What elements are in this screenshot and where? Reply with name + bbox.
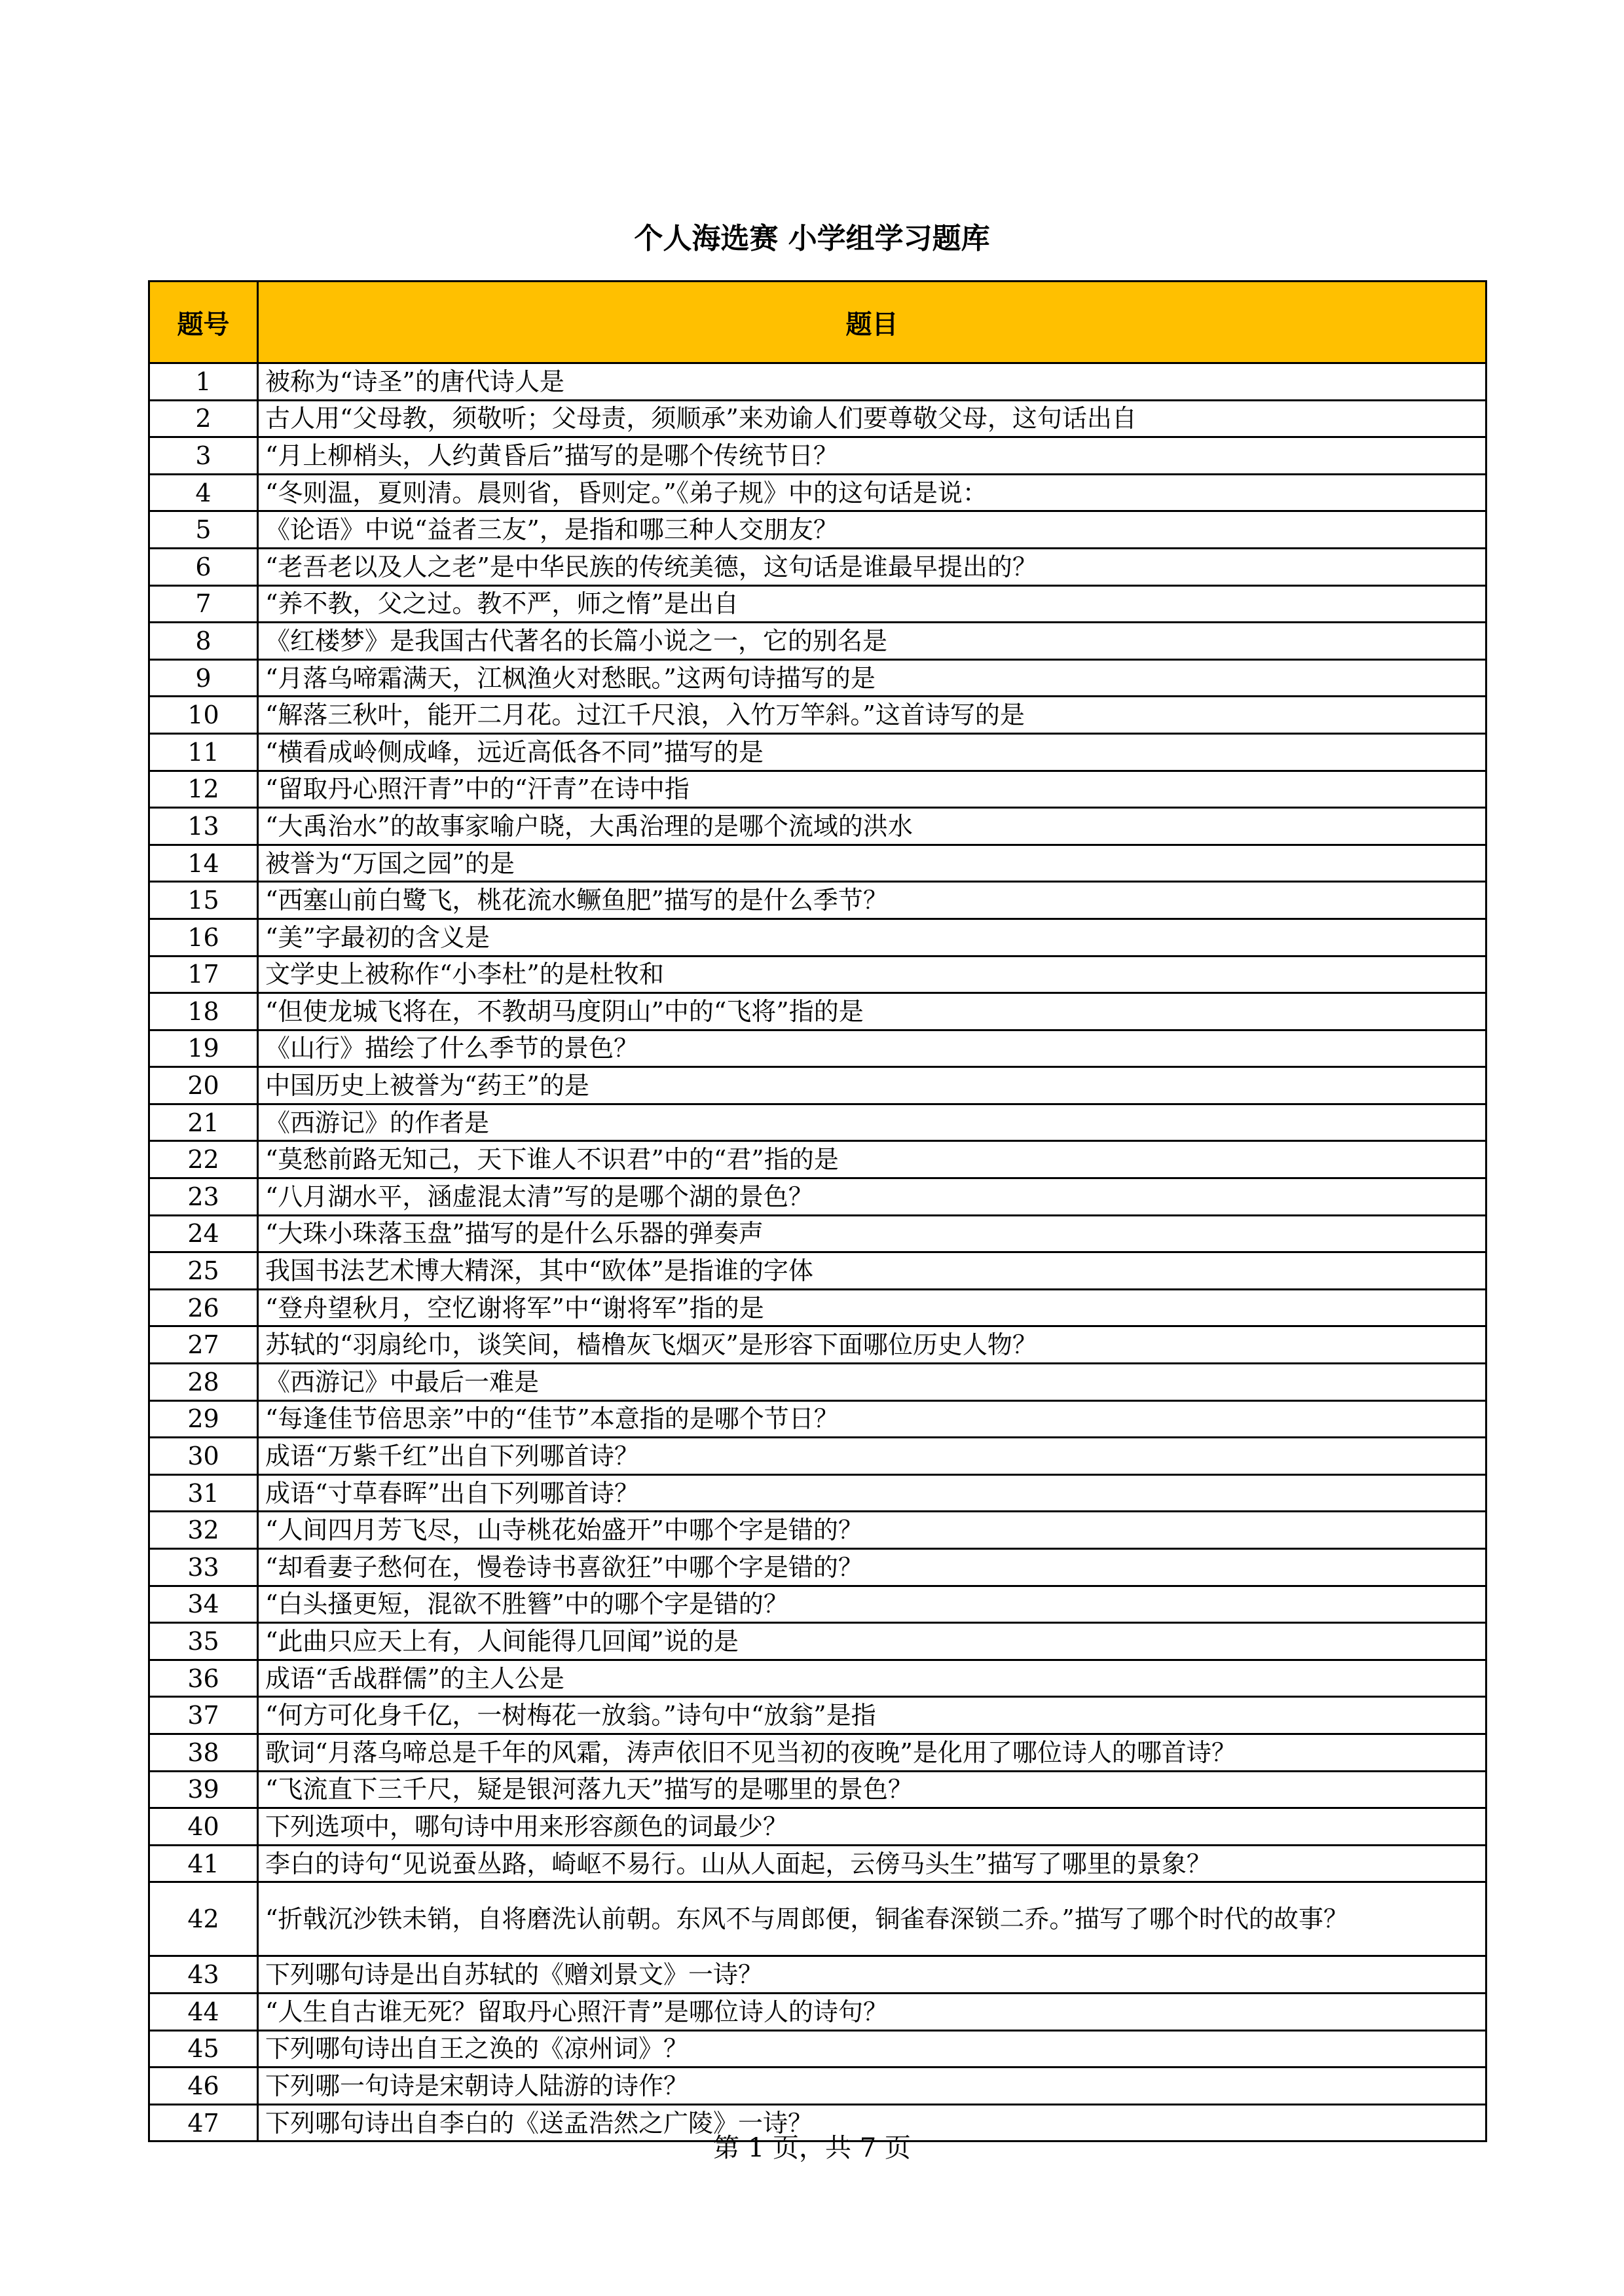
question-number: 35 (149, 1623, 258, 1660)
table-row (149, 1438, 1486, 1475)
table-row (149, 697, 1486, 734)
question-text: “登舟望秋月，空忆谢将军”中“谢将军”指的是 (258, 1289, 1486, 1326)
question-text: “美”字最初的含义是 (258, 919, 1486, 956)
table-row (149, 956, 1486, 993)
question-number: 22 (149, 1141, 258, 1178)
question-number: 18 (149, 993, 258, 1030)
question-text: “老吾老以及人之老”是中华民族的传统美德，这句话是谁最早提出的？ (258, 548, 1486, 585)
question-number: 15 (149, 882, 258, 919)
table-row (149, 1956, 1486, 1994)
header-question: 题目 (258, 282, 1486, 363)
table-row (149, 808, 1486, 845)
question-number: 46 (149, 2068, 258, 2105)
question-text: 歌词“月落乌啼总是千年的风霜，涛声依旧不见当初的夜晚”是化用了哪位诗人的哪首诗？ (258, 1734, 1486, 1771)
table-row (149, 1549, 1486, 1586)
question-number: 13 (149, 808, 258, 845)
question-number: 3 (149, 437, 258, 475)
table-row (149, 1400, 1486, 1438)
table-row (149, 511, 1486, 549)
table-row (149, 1364, 1486, 1401)
table-row (149, 363, 1486, 401)
question-text: 被誉为“万国之园”的是 (258, 845, 1486, 882)
table-row (149, 1512, 1486, 1549)
question-text: 被称为“诗圣”的唐代诗人是 (258, 363, 1486, 401)
question-number: 34 (149, 1586, 258, 1623)
question-number: 1 (149, 363, 258, 401)
question-text: “养不教，父之过。教不严，师之惰”是出自 (258, 585, 1486, 623)
question-text: “飞流直下三千尺，疑是银河落九天”描写的是哪里的景色？ (258, 1771, 1486, 1808)
table-row (149, 1771, 1486, 1808)
question-text: “月上柳梢头，人约黄昏后”描写的是哪个传统节日？ (258, 437, 1486, 475)
question-number: 38 (149, 1734, 258, 1771)
table-row (149, 1252, 1486, 1290)
question-text: “人生自古谁无死？留取丹心照汗青”是哪位诗人的诗句？ (258, 1993, 1486, 2030)
question-text: “西塞山前白鹭飞，桃花流水鳜鱼肥”描写的是什么季节？ (258, 882, 1486, 919)
table-row (149, 1660, 1486, 1697)
question-number: 27 (149, 1326, 258, 1364)
question-text: “横看成岭侧成峰，远近高低各不同”描写的是 (258, 733, 1486, 771)
question-number: 31 (149, 1474, 258, 1512)
table-row (149, 400, 1486, 437)
table-row (149, 1474, 1486, 1512)
table-row (149, 1067, 1486, 1104)
question-text: 《论语》中说“益者三友”，是指和哪三种人交朋友？ (258, 511, 1486, 549)
question-text: 古人用“父母教，须敬听；父母责，须顺承”来劝谕人们要尊敬父母，这句话出自 (258, 400, 1486, 437)
question-text: “留取丹心照汗青”中的“汗青”在诗中指 (258, 771, 1486, 808)
question-number: 7 (149, 585, 258, 623)
table-row (149, 1808, 1486, 1846)
question-text: 中国历史上被誉为“药王”的是 (258, 1067, 1486, 1104)
question-number: 25 (149, 1252, 258, 1290)
table-row (149, 1734, 1486, 1771)
question-text: “却看妻子愁何在，慢卷诗书喜欲狂”中哪个字是错的？ (258, 1549, 1486, 1586)
question-text: 下列选项中，哪句诗中用来形容颜色的词最少？ (258, 1808, 1486, 1846)
question-number: 24 (149, 1215, 258, 1252)
table-row (149, 1845, 1486, 1882)
table-row (149, 1623, 1486, 1660)
question-text: “人间四月芳飞尽，山寺桃花始盛开”中哪个字是错的？ (258, 1512, 1486, 1549)
question-number: 28 (149, 1364, 258, 1401)
question-number: 16 (149, 919, 258, 956)
question-number: 14 (149, 845, 258, 882)
question-number: 39 (149, 1771, 258, 1808)
question-number: 4 (149, 474, 258, 511)
question-number: 23 (149, 1178, 258, 1216)
table-row (149, 882, 1486, 919)
question-number: 10 (149, 697, 258, 734)
question-text: 成语“寸草春晖”出自下列哪首诗？ (258, 1474, 1486, 1512)
table-row (149, 2068, 1486, 2105)
question-number: 8 (149, 623, 258, 660)
question-text: 《西游记》中最后一难是 (258, 1364, 1486, 1401)
question-text: “莫愁前路无知己，天下谁人不识君”中的“君”指的是 (258, 1141, 1486, 1178)
question-text: 下列哪句诗出自王之涣的《凉州词》？ (258, 2030, 1486, 2068)
question-number: 11 (149, 733, 258, 771)
question-number: 17 (149, 956, 258, 993)
question-text: 下列哪句诗是出自苏轼的《赠刘景文》一诗？ (258, 1956, 1486, 1994)
table-row (149, 548, 1486, 585)
table-row (149, 993, 1486, 1030)
question-text: “大珠小珠落玉盘”描写的是什么乐器的弹奏声 (258, 1215, 1486, 1252)
question-text: “月落乌啼霜满天，江枫渔火对愁眠。”这两句诗描写的是 (258, 659, 1486, 697)
question-number: 44 (149, 1993, 258, 2030)
table-row (149, 733, 1486, 771)
table-row (149, 1141, 1486, 1178)
table-row (149, 585, 1486, 623)
question-text: “冬则温，夏则清。晨则省，昏则定。”《弟子规》中的这句话是说： (258, 474, 1486, 511)
question-number: 40 (149, 1808, 258, 1846)
table-row (149, 1882, 1486, 1956)
question-table (148, 280, 1487, 2142)
question-number: 30 (149, 1438, 258, 1475)
question-text: 下列哪句诗出自李白的《送孟浩然之广陵》一诗？ (258, 2104, 1486, 2141)
question-text: 成语“舌战群儒”的主人公是 (258, 1660, 1486, 1697)
table-row (149, 1178, 1486, 1216)
table-row (149, 1326, 1486, 1364)
table-row (149, 1030, 1486, 1067)
table-row (149, 2030, 1486, 2068)
table-row (149, 1289, 1486, 1326)
question-text: “八月湖水平，涵虚混太清”写的是哪个湖的景色？ (258, 1178, 1486, 1216)
question-text: 我国书法艺术博大精深，其中“欧体”是指谁的字体 (258, 1252, 1486, 1290)
question-text: 文学史上被称作“小李杜”的是杜牧和 (258, 956, 1486, 993)
question-number: 29 (149, 1400, 258, 1438)
question-text: “白头搔更短，混欲不胜簪”中的哪个字是错的？ (258, 1586, 1486, 1623)
question-text: “但使龙城飞将在，不教胡马度阴山”中的“飞将”指的是 (258, 993, 1486, 1030)
question-text: “每逢佳节倍思亲”中的“佳节”本意指的是哪个节日？ (258, 1400, 1486, 1438)
question-text: “大禹治水”的故事家喻户晓，大禹治理的是哪个流域的洪水 (258, 808, 1486, 845)
question-text: “折戟沉沙铁未销，自将磨洗认前朝。东风不与周郎便，铜雀春深锁二乔。”描写了哪个时代的故事？ (258, 1882, 1486, 1956)
page-title: 个人海选赛 小学组学习题库 (634, 222, 990, 255)
question-number: 32 (149, 1512, 258, 1549)
question-number: 36 (149, 1660, 258, 1697)
question-text: “解落三秋叶，能开二月花。过江千尺浪，入竹万竿斜。”这首诗写的是 (258, 697, 1486, 734)
question-text: 成语“万紫千红”出自下列哪首诗？ (258, 1438, 1486, 1475)
question-text: 李白的诗句“见说蚕丛路，崎岖不易行。山从人面起，云傍马头生”描写了哪里的景象？ (258, 1845, 1486, 1882)
question-number: 42 (149, 1882, 258, 1956)
question-number: 6 (149, 548, 258, 585)
table-row (149, 1104, 1486, 1141)
question-text: 《西游记》的作者是 (258, 1104, 1486, 1141)
question-text: 《红楼梦》是我国古代著名的长篇小说之一，它的别名是 (258, 623, 1486, 660)
question-number: 43 (149, 1956, 258, 1994)
table-row (149, 659, 1486, 697)
table-row (149, 845, 1486, 882)
question-text: “此曲只应天上有，人间能得几回闻”说的是 (258, 1623, 1486, 1660)
table-row (149, 919, 1486, 956)
question-number: 19 (149, 1030, 258, 1067)
question-number: 47 (149, 2104, 258, 2141)
table-row (149, 437, 1486, 475)
question-number: 20 (149, 1067, 258, 1104)
question-number: 12 (149, 771, 258, 808)
table-row (149, 771, 1486, 808)
question-text: 下列哪一句诗是宋朝诗人陆游的诗作？ (258, 2068, 1486, 2105)
table-row (149, 1586, 1486, 1623)
header-number: 题号 (149, 282, 258, 363)
question-number: 21 (149, 1104, 258, 1141)
table-row (149, 1697, 1486, 1734)
question-number: 9 (149, 659, 258, 697)
question-number: 5 (149, 511, 258, 549)
question-number: 37 (149, 1697, 258, 1734)
question-number: 2 (149, 400, 258, 437)
page-footer: 第 1 页，共 7 页 (713, 2133, 911, 2163)
question-text: 《山行》描绘了什么季节的景色？ (258, 1030, 1486, 1067)
question-text: “何方可化身千亿，一树梅花一放翁。”诗句中“放翁”是指 (258, 1697, 1486, 1734)
question-number: 45 (149, 2030, 258, 2068)
question-number: 33 (149, 1549, 258, 1586)
table-row (149, 1215, 1486, 1252)
question-text: 苏轼的“羽扇纶巾，谈笑间，樯橹灰飞烟灭”是形容下面哪位历史人物？ (258, 1326, 1486, 1364)
table-header-row (149, 282, 1486, 363)
question-number: 26 (149, 1289, 258, 1326)
question-number: 41 (149, 1845, 258, 1882)
table-row (149, 623, 1486, 660)
table-row (149, 1993, 1486, 2030)
table-row (149, 474, 1486, 511)
